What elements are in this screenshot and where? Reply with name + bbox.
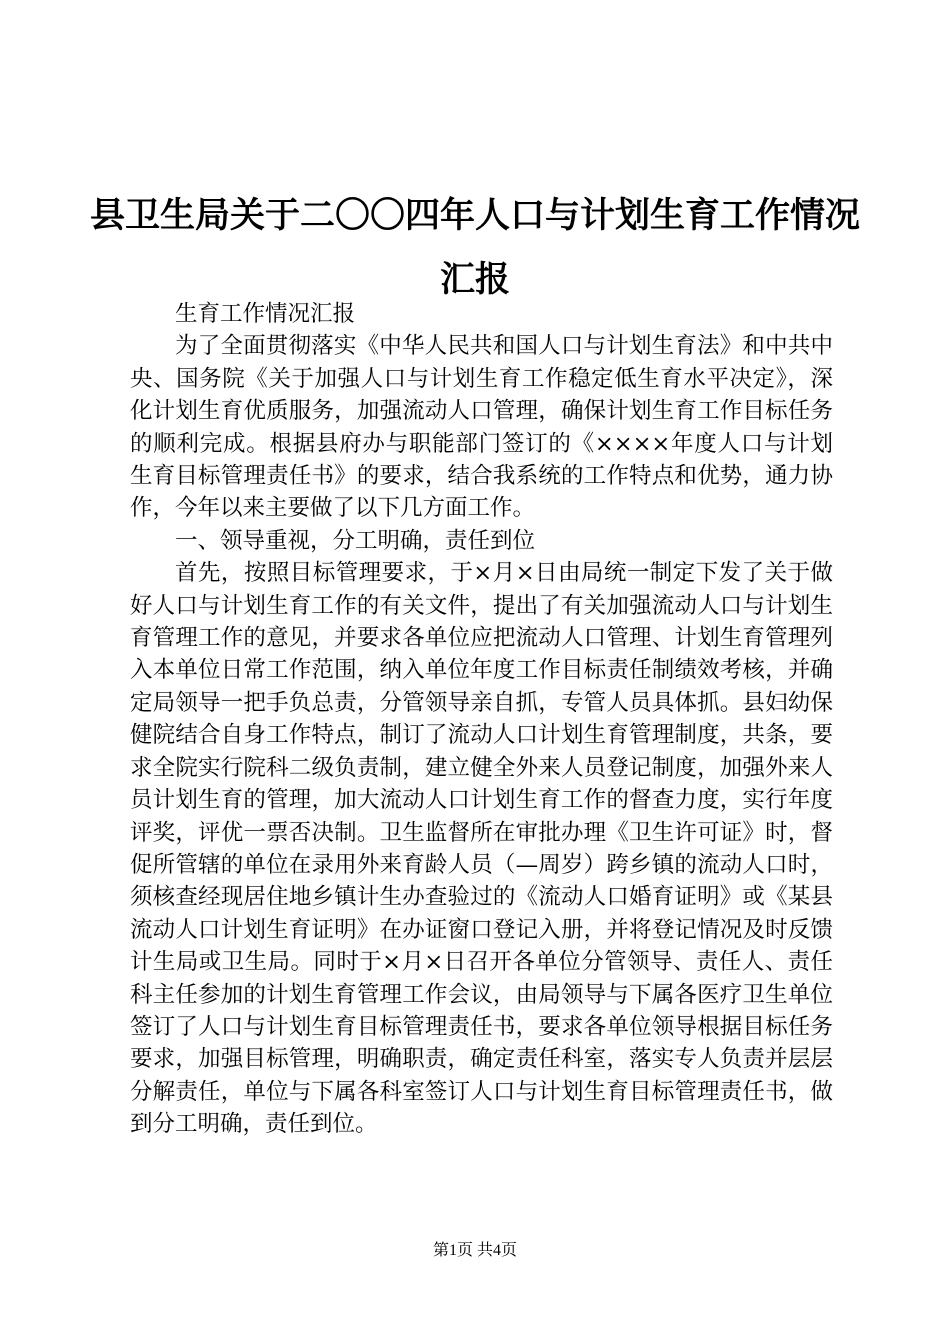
paragraph-section-1: 首先，按照目标管理要求，于×月×日由局统一制定下发了关于做好人口与计划生育工作的有关文件，提出了有关加强流动人口与计划生育管理工作的意见，并要求各单位应把流动人口管理、计划生育管理列入本单位日常工作范围，纳入单位年度工作目标责任制绩效考核，并确定局领导一把手负总责，分管领导亲自抓，专管人员具体抓。县妇幼保健院结合自身工作特点，制订了流动人口计划生育管理制度，共条，要求全院实行院科二级负责制，建立健全外来人员登记制度，加强外来人员计划生育的管理，加大流动人口计划生育工作的督查力度，实行年度评奖，评优一票否决制。卫生监督所在审批办理《卫生许可证》时，督促所管辖的单位在录用外来育龄人员（—周岁）跨乡镇的流动人口时，须核查经现居住地乡镇计生办查验过的《流动人口婚育证明》或《某县流动人口计划生育证明》在办证窗口登记入册，并将登记情况及时反馈计生局或卫生局。同时于×月×日召开各单位分管领导、责任人、责任科主任参加的计划生育管理工作会议，由局领导与下属各医疗卫生单位签订了人口与计划生育目标管理责任书，要求各单位领导根据目标任务要求，加强目标管理，明确职责，确定责任科室，落实专人负责并层层分解责任，单位与下属各科室签订人口与计划生育目标管理责任书，做到分工明确，责任到位。: [130, 560, 833, 1138]
paragraph-subtitle: 生育工作情况汇报: [175, 301, 356, 327]
document-title: 县卫生局关于二〇〇四年人口与计划生育工作情况汇报: [90, 195, 861, 300]
document-body: [130, 298, 833, 1141]
page-footer: 第1页 共4页: [432, 1242, 517, 1259]
section-heading-1: 一、领导重视，分工明确，责任到位: [175, 527, 536, 554]
paragraph-intro: 为了全面贯彻落实《中华人民共和国人口与计划生育法》和中共中央、国务院《关于加强人口与计划生育工作稳定低生育水平决定》，深化计划生育优质服务，加强流动人口管理，确保计划生育工作目标任务的顺利完成。根据县府办与职能部门签订的《××××年度人口与计划生育目标管理责任书》的要求，结合我系统的工作特点和优势，通力协作，今年以来主要做了以下几方面工作。: [130, 333, 833, 522]
